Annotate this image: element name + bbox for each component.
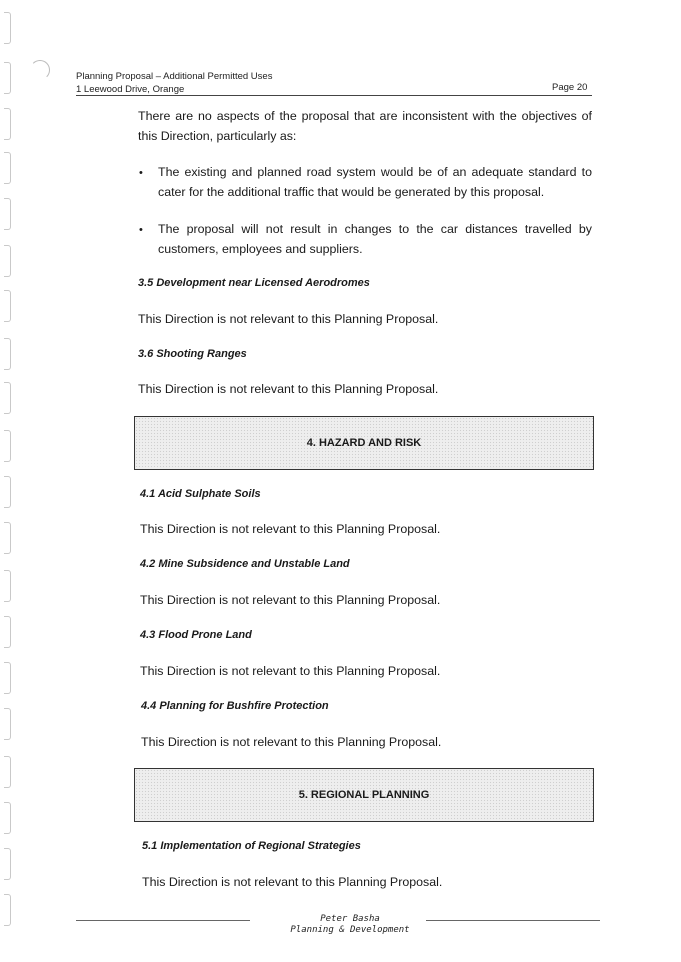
section-text: This Direction is not relevant to this Planning Proposal. (141, 735, 442, 749)
section-banner-title: 5. REGIONAL PLANNING (298, 789, 430, 801)
section-heading: 4.4 Planning for Bushfire Protection (141, 700, 329, 712)
header-title: Planning Proposal – Additional Permitted Uses (76, 71, 273, 82)
bullet-marker: • (139, 167, 143, 179)
header-rule (76, 95, 592, 96)
section-heading: 5.1 Implementation of Regional Strategies (142, 840, 361, 852)
section-text: This Direction is not relevant to this Planning Proposal. (140, 522, 441, 536)
section-banner-hazard (134, 416, 594, 470)
section-heading: 3.5 Development near Licensed Aerodromes (138, 277, 370, 289)
section-text: This Direction is not relevant to this Planning Proposal. (138, 312, 439, 326)
footer-rule-left (76, 920, 250, 921)
bullet-item: The proposal will not result in changes to the car distances travelled by customers, employees and suppliers. (158, 222, 592, 256)
footer-company: Planning & Development (290, 925, 410, 935)
section-heading: 3.6 Shooting Ranges (138, 348, 247, 360)
section-heading: 4.3 Flood Prone Land (140, 629, 252, 641)
intro-paragraph: There are no aspects of the proposal that are inconsistent with the objectives of this Direction, particularly as: (138, 109, 592, 143)
section-heading: 4.1 Acid Sulphate Soils (140, 488, 261, 500)
section-heading: 4.2 Mine Subsidence and Unstable Land (140, 558, 350, 570)
footer-name: Peter Basha (320, 914, 380, 924)
section-text: This Direction is not relevant to this Planning Proposal. (140, 593, 441, 607)
page-number: Page 20 (552, 82, 588, 93)
bullet-marker: • (139, 224, 143, 236)
header-address: 1 Leewood Drive, Orange (76, 84, 185, 95)
corner-mark (30, 60, 50, 80)
section-banner-regional (134, 768, 594, 822)
section-text: This Direction is not relevant to this Planning Proposal. (138, 382, 439, 396)
bullet-item: The existing and planned road system would be of an adequate standard to cater for the additional traffic that would be generated by this proposal. (158, 165, 592, 199)
section-text: This Direction is not relevant to this Planning Proposal. (140, 664, 441, 678)
section-text: This Direction is not relevant to this Planning Proposal. (142, 875, 443, 889)
section-banner-title: 4. HAZARD AND RISK (306, 437, 422, 449)
